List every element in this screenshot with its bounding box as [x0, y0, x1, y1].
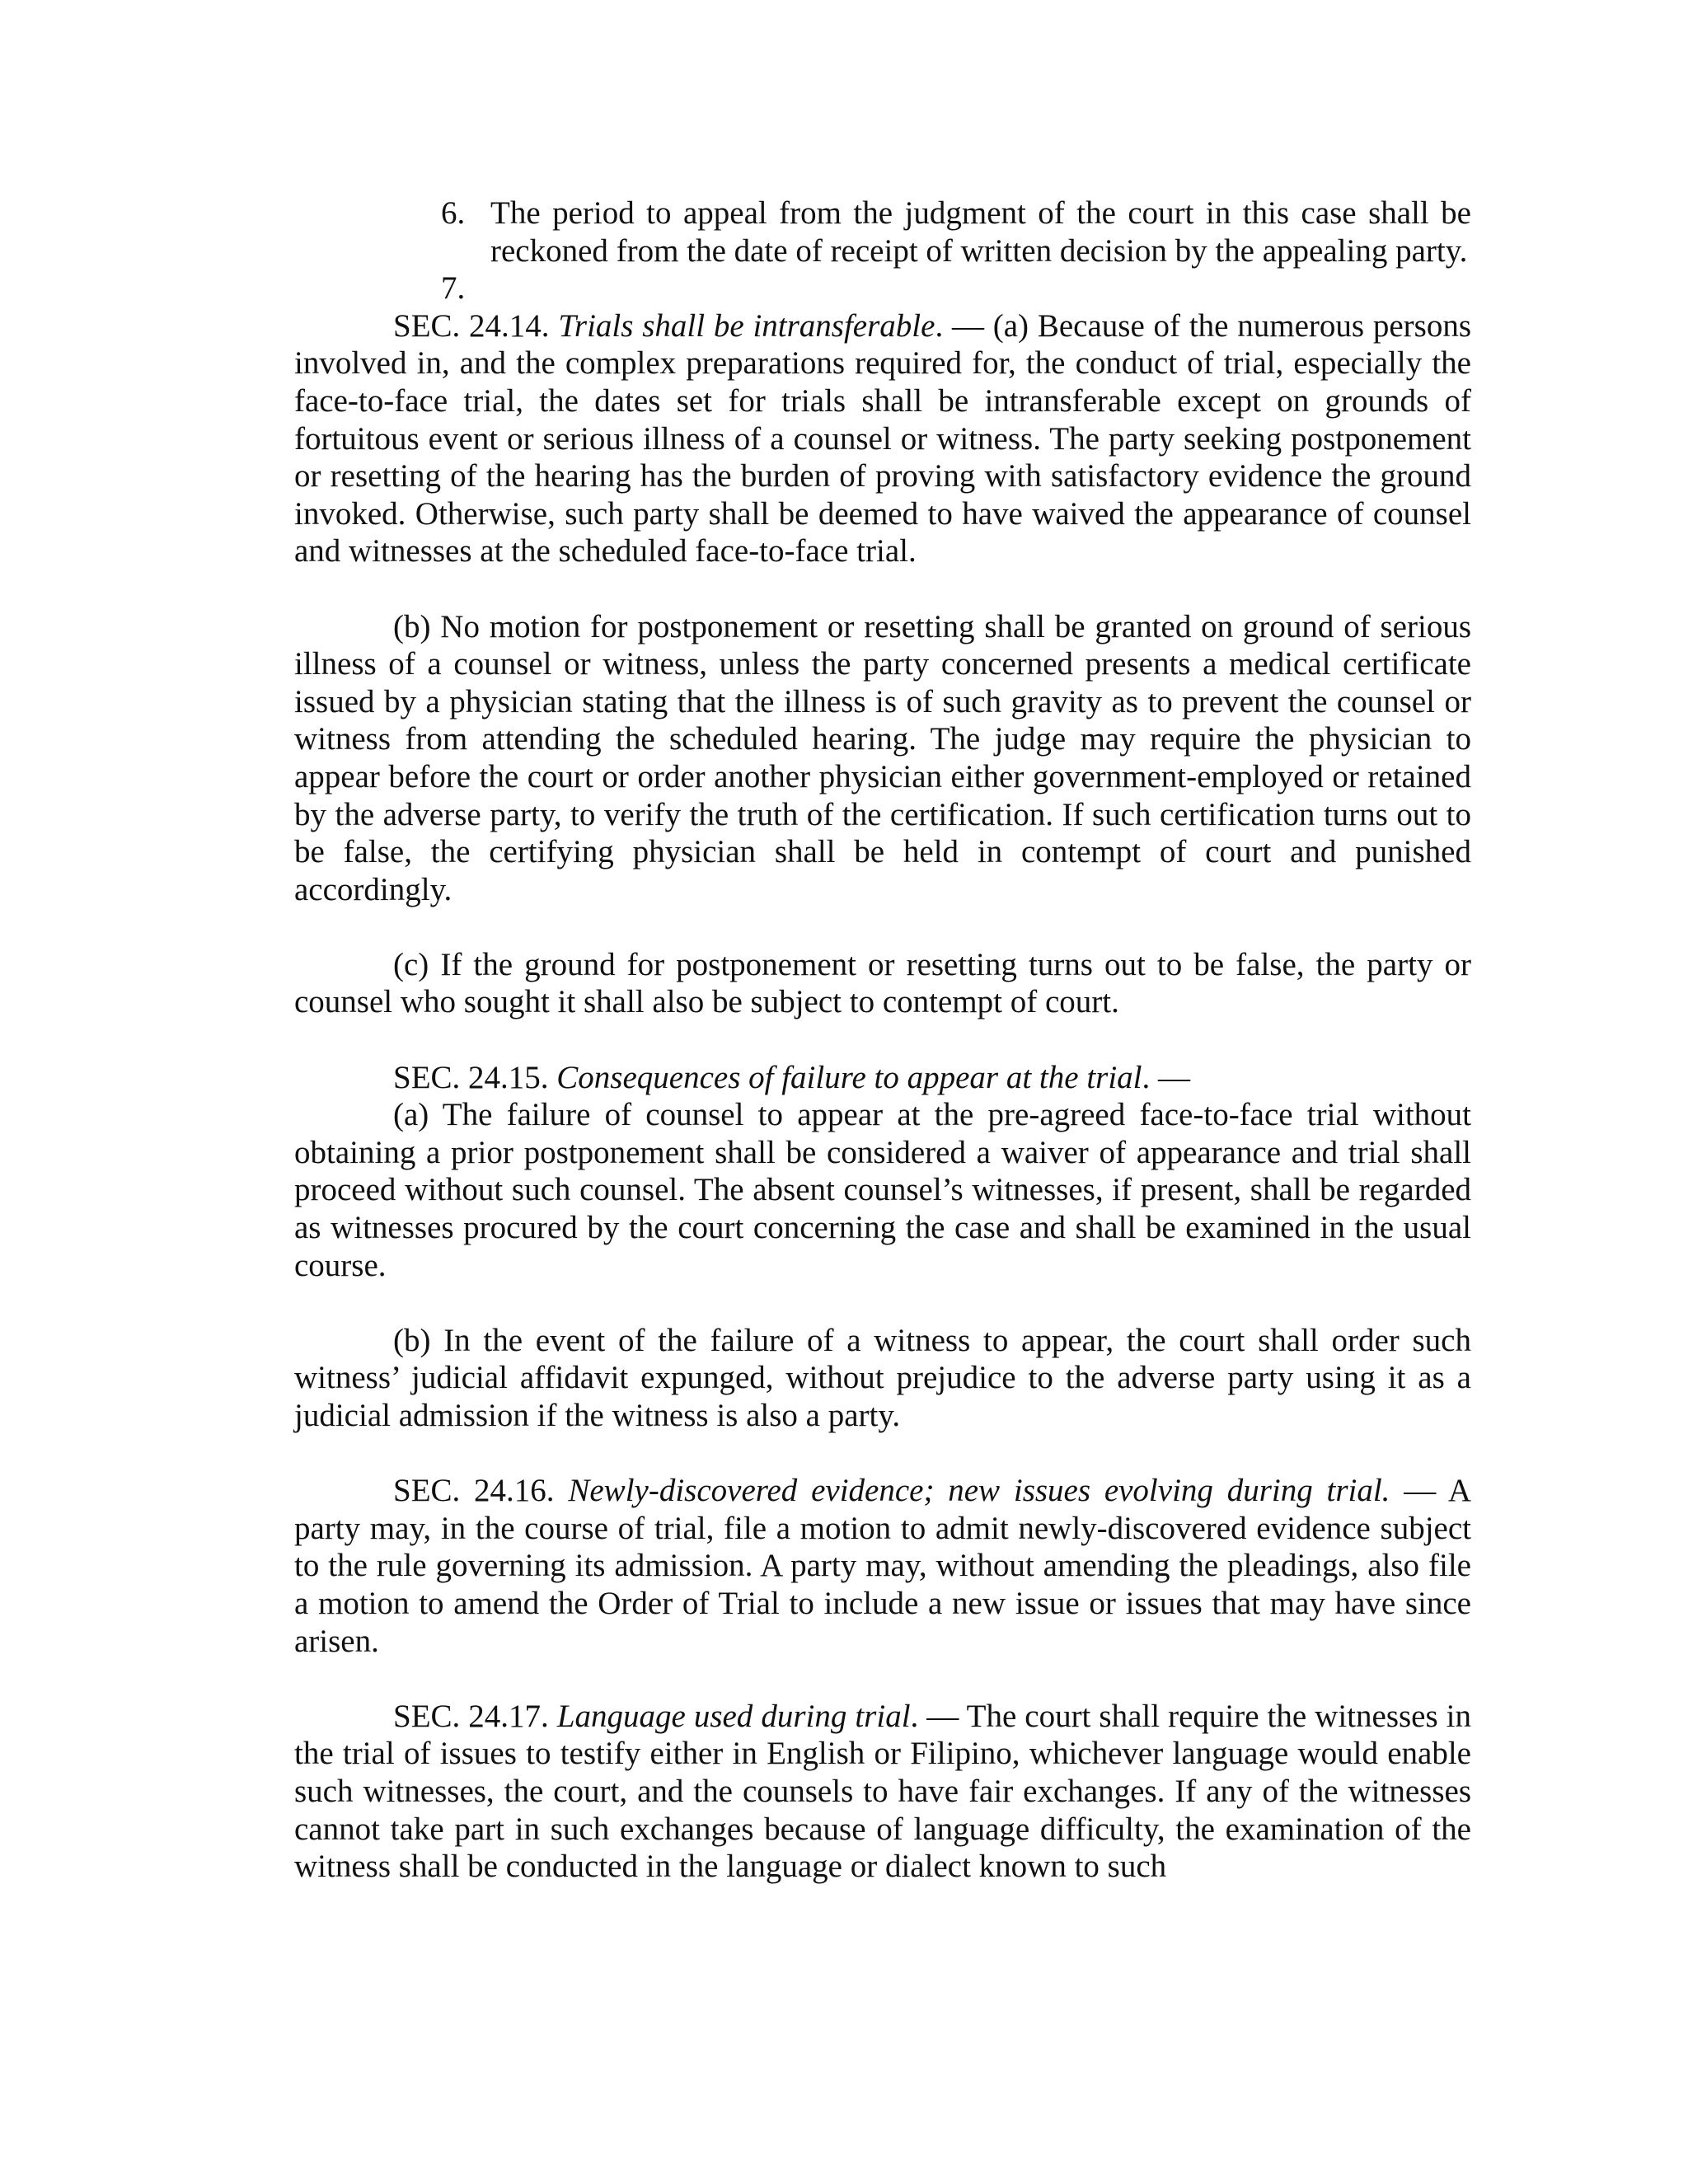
sec-24-16-para: [294, 1472, 1471, 1660]
section-body: . — (a) Because of the numerous persons involved in, and the complex preparations required for, the conduct of trial, especially the face-to-face trial, the dates set for trials shall be intransferable except on grounds of fortuitous event or serious illness of a counsel or witness. The party seeking postponement or resetting of the hearing has the burden of proving with satisfactory evidence the ground invoked. Otherwise, such party shall be deemed to have waived the appearance of counsel and witnesses at the scheduled face-to-face trial.: [294, 307, 1472, 569]
sec-24-15-para-b: (b) In the event of the failure of a witness to appear, the court shall order such witness’ judicial affidavit expunged, without prejudice to the adverse party using it as a judicial admission if the witness is also a party.: [294, 1322, 1471, 1433]
sec-24-14-para-c: (c) If the ground for postponement or resetting turns out to be false, the party or counsel who sought it shall also be subject to contempt of court.: [294, 946, 1471, 1020]
section-body: . — The court shall require the witnesses in the trial of issues to testify either in English or Filipino, whichever language would enable such witnesses, the court, and the counsels to have fair exchanges. If any of the witnesses cannot take part in such exchanges because of language difficulty, the examination of the witness shall be conducted in the language or dialect known to such: [294, 1698, 1472, 1885]
sec-24-14-para-b: (b) No motion for postponement or resetting shall be granted on ground of serious illness of a counsel or witness, unless the party concerned presents a medical certificate issued by a physician stating that the illness is of such gravity as to prevent the counsel or witness from attending the scheduled hearing. The judge may require the physician to appear before the court or order another physician either government-employed or retained by the adverse party, to verify the truth of the certification. If such certification turns out to be false, the certifying physician shall be held in contempt of court and punished accordingly.: [294, 608, 1471, 907]
section-title: Language used during trial: [556, 1698, 911, 1734]
list-item-7: [294, 269, 1471, 307]
section-label: SEC. 24.17.: [393, 1698, 549, 1734]
sec-24-17-para: [294, 1698, 1471, 1886]
sec-24-15-heading: [294, 1059, 1471, 1097]
section-body: — A party may, in the course of trial, file a motion to admit newly-discovered evidence subject to the rule governing its admission. A party may, without amending the pleadings, also file a motion to amend the Order of Trial to include a new issue or issues that may have since arisen.: [294, 1473, 1472, 1659]
list-text: The period to appeal from the judgment of the court in this case shall be reckoned from the date of receipt of written decision by the appealing party.: [490, 195, 1471, 269]
section-heading-tail: . —: [1142, 1059, 1191, 1095]
document-page: [294, 194, 1471, 1886]
list-number: 6.: [441, 195, 466, 231]
section-label: SEC. 24.14.: [393, 307, 550, 344]
section-title: Consequences of failure to appear at the trial: [556, 1059, 1142, 1095]
section-label: SEC. 24.16.: [393, 1473, 555, 1509]
list-text: [490, 269, 1471, 307]
section-label: SEC. 24.15.: [393, 1059, 549, 1095]
sec-24-15-para-a: (a) The failure of counsel to appear at the pre-agreed face-to-face trial without obtaining a prior postponement shall be considered a waiver of appearance and trial shall proceed without such counsel. The absent counsel’s witnesses, if present, shall be regarded as witnesses procured by the court concerning the case and shall be examined in the usual course.: [294, 1097, 1471, 1283]
section-title: Newly-discovered evidence; new issues evolving during trial.: [568, 1473, 1390, 1509]
sec-24-14-para-a: [294, 307, 1471, 570]
list-item-6: [294, 194, 1471, 269]
section-title: Trials shall be intransferable: [558, 307, 935, 344]
list-number: 7.: [441, 270, 466, 307]
